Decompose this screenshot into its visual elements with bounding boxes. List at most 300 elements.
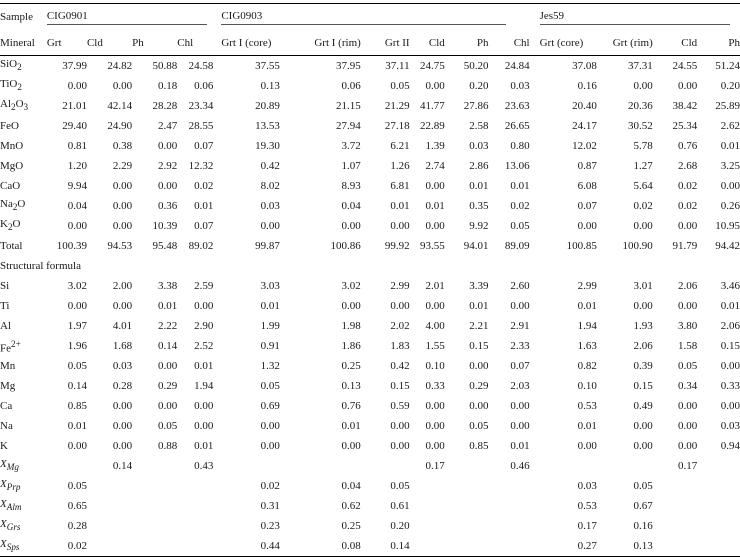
table-cell: 0.35 xyxy=(469,200,489,212)
table-cell xyxy=(132,476,177,496)
table-row xyxy=(0,136,740,156)
table-cell: 0.36 xyxy=(158,200,178,212)
table-cell: 0.44 xyxy=(260,540,280,552)
table-cell: 99.92 xyxy=(384,240,410,252)
table-cell: 0.15 xyxy=(390,380,410,392)
table-row xyxy=(0,56,740,77)
table-cell: 0.05 xyxy=(67,480,87,492)
table-cell: 0.76 xyxy=(677,140,698,152)
table-cell: 0.87 xyxy=(577,160,597,172)
table-cell: 23.34 xyxy=(188,100,214,112)
table-cell: 0.00 xyxy=(67,440,87,452)
row-label: Al xyxy=(0,320,11,332)
table-cell: 0.10 xyxy=(425,360,445,372)
table-cell: 2.06 xyxy=(677,280,698,292)
mineral-header-cell: Chl xyxy=(177,36,194,49)
table-cell: 27.18 xyxy=(384,120,410,132)
table-cell: 0.00 xyxy=(633,440,653,452)
table-cell: 1.20 xyxy=(67,160,87,172)
table-cell: 24.84 xyxy=(504,60,530,72)
table-cell: 0.13 xyxy=(260,80,280,92)
table-cell: 0.65 xyxy=(67,500,87,512)
table-cell: 0.03 xyxy=(112,360,133,372)
table-cell: 0.05 xyxy=(510,220,530,232)
table-cell: 0.01 xyxy=(469,180,489,192)
table-cell: 1.93 xyxy=(633,320,653,332)
table-cell: 89.09 xyxy=(504,240,530,252)
table-cell: 0.17 xyxy=(577,520,597,532)
table-row xyxy=(0,476,740,496)
table-cell: 24.75 xyxy=(420,60,445,72)
table-cell xyxy=(177,536,213,557)
table-cell: 0.01 xyxy=(390,200,410,212)
table-cell: 24.58 xyxy=(188,60,214,72)
table-cell: 1.26 xyxy=(390,160,410,172)
table-cell: 0.76 xyxy=(341,400,361,412)
table-row xyxy=(0,356,740,376)
table-row xyxy=(0,456,740,476)
table-cell: 20.89 xyxy=(255,100,280,112)
table-row xyxy=(0,516,740,536)
table-cell: 0.00 xyxy=(112,220,133,232)
table-cell xyxy=(697,476,740,496)
table-cell: 0.00 xyxy=(194,400,214,412)
table-cell: 2.90 xyxy=(194,320,214,332)
mineral-composition-table xyxy=(0,3,740,557)
table-cell: 50.88 xyxy=(152,60,178,72)
row-label: Mn xyxy=(0,360,16,372)
mineral-header-cell: Grt II xyxy=(384,36,410,49)
table-cell: 0.00 xyxy=(390,440,410,452)
table-cell: 2.52 xyxy=(194,340,214,352)
table-cell xyxy=(697,536,740,557)
table-cell: 3.46 xyxy=(720,280,740,292)
table-cell: 0.00 xyxy=(158,400,178,412)
table-cell: 1.39 xyxy=(425,140,445,152)
table-cell: 0.18 xyxy=(158,80,178,92)
table-cell: 94.42 xyxy=(715,240,740,252)
table-cell: 0.02 xyxy=(677,200,698,212)
table-cell: 0.00 xyxy=(390,420,410,432)
table-cell: 0.81 xyxy=(67,140,87,152)
table-cell xyxy=(445,476,489,496)
table-cell: 0.01 xyxy=(194,440,214,452)
table-cell xyxy=(177,476,213,496)
table-cell: 0.01 xyxy=(194,200,214,212)
table-cell: 0.53 xyxy=(577,500,597,512)
table-cell: 0.00 xyxy=(390,300,410,312)
sample-header-row xyxy=(0,4,740,31)
table-cell xyxy=(87,476,132,496)
table-cell: 37.95 xyxy=(336,60,361,72)
table-cell: 1.83 xyxy=(390,340,410,352)
table-cell xyxy=(132,516,177,536)
table-cell: 0.00 xyxy=(112,200,133,212)
table-cell: 2.47 xyxy=(158,120,178,132)
mineral-header-cell: Ph xyxy=(728,36,740,49)
table-cell: 91.79 xyxy=(672,240,698,252)
table-cell: 0.00 xyxy=(720,180,740,192)
table-cell: 24.55 xyxy=(672,60,698,72)
table-cell: 0.05 xyxy=(158,420,178,432)
table-cell: 100.86 xyxy=(330,240,361,252)
table-cell: 0.43 xyxy=(194,460,214,472)
table-cell: 1.96 xyxy=(67,340,87,352)
table-cell: 0.16 xyxy=(577,80,597,92)
table-cell: 0.80 xyxy=(510,140,530,152)
table-cell xyxy=(445,516,489,536)
table-row xyxy=(0,156,740,176)
table-cell: 0.00 xyxy=(510,300,530,312)
table-cell: 0.38 xyxy=(112,140,133,152)
table-cell: 0.67 xyxy=(633,500,653,512)
table-row xyxy=(0,296,740,316)
table-cell: 3.25 xyxy=(720,160,740,172)
table-cell: 30.52 xyxy=(628,120,653,132)
table-cell: 2.68 xyxy=(677,160,698,172)
table-cell: 1.98 xyxy=(341,320,361,332)
table-cell: 0.00 xyxy=(425,180,445,192)
table-cell: 2.86 xyxy=(469,160,489,172)
table-cell: 0.33 xyxy=(720,380,740,392)
table-cell: 2.59 xyxy=(194,280,214,292)
table-cell: 0.04 xyxy=(341,200,361,212)
table-cell: 0.91 xyxy=(260,340,280,352)
table-cell: 1.97 xyxy=(67,320,87,332)
table-cell: 24.17 xyxy=(572,120,597,132)
table-cell: 41.77 xyxy=(420,100,445,112)
table-cell: 0.85 xyxy=(67,400,87,412)
table-cell: 2.99 xyxy=(577,280,597,292)
table-cell: 3.02 xyxy=(67,280,87,292)
row-label: MgO xyxy=(0,160,24,172)
sample-name: CIG0903 xyxy=(213,4,529,31)
row-label: Total xyxy=(0,240,23,252)
table-cell xyxy=(410,536,445,557)
row-label: SiO$_2$ xyxy=(0,58,22,73)
table-cell: 13.53 xyxy=(255,120,280,132)
table-cell: 0.00 xyxy=(341,300,361,312)
table-cell: 38.42 xyxy=(672,100,698,112)
table-cell: 100.85 xyxy=(566,240,597,252)
table-cell: 0.14 xyxy=(67,380,87,392)
table-cell: 0.00 xyxy=(577,440,597,452)
table-cell: 2.33 xyxy=(510,340,530,352)
table-cell xyxy=(697,456,740,476)
table-cell: 0.00 xyxy=(390,220,410,232)
table-cell: 0.01 xyxy=(510,440,530,452)
table-cell: 0.01 xyxy=(720,300,740,312)
table-cell xyxy=(653,476,697,496)
mineral-header-cell: Cld xyxy=(86,36,103,49)
table-cell: 37.08 xyxy=(572,60,597,72)
table-cell: 0.00 xyxy=(677,300,698,312)
table-cell: 0.00 xyxy=(425,80,445,92)
table-cell: 0.00 xyxy=(469,400,489,412)
table-cell: 23.63 xyxy=(504,100,530,112)
row-label: $X_{Alm}$ xyxy=(0,498,22,513)
table-row xyxy=(0,536,740,557)
mineral-header-cell: Grt I (rim) xyxy=(314,36,361,49)
table-cell: 3.01 xyxy=(633,280,653,292)
table-cell: 2.58 xyxy=(469,120,489,132)
table-row xyxy=(0,376,740,396)
table-cell: 9.92 xyxy=(469,220,489,232)
table-cell: 0.06 xyxy=(194,80,214,92)
table-cell: 0.00 xyxy=(158,360,178,372)
table-cell: 0.00 xyxy=(158,180,178,192)
table-cell: 1.58 xyxy=(677,340,698,352)
table-cell: 0.17 xyxy=(677,460,698,472)
table-cell xyxy=(653,516,697,536)
table-row xyxy=(0,76,740,96)
table-row xyxy=(0,496,740,516)
row-label: FeO xyxy=(0,120,19,132)
table-cell xyxy=(410,496,445,516)
row-label: Ca xyxy=(0,400,13,412)
table-cell: 20.40 xyxy=(572,100,597,112)
table-cell: 0.00 xyxy=(112,300,133,312)
table-cell: 12.02 xyxy=(572,140,597,152)
table-cell: 24.82 xyxy=(107,60,133,72)
table-cell: 0.14 xyxy=(390,540,410,552)
table-cell: 0.05 xyxy=(633,480,653,492)
table-cell: 20.36 xyxy=(628,100,653,112)
table-cell: 0.00 xyxy=(510,400,530,412)
table-cell: 0.28 xyxy=(67,520,87,532)
table-cell: 2.74 xyxy=(425,160,445,172)
table-cell: 0.00 xyxy=(510,420,530,432)
table-cell: 0.00 xyxy=(67,220,87,232)
table-cell: 0.00 xyxy=(425,220,445,232)
row-label: $X_{Sps}$ xyxy=(0,538,20,553)
table-cell: 5.78 xyxy=(633,140,653,152)
table-cell: 12.32 xyxy=(188,160,214,172)
table-cell: 0.03 xyxy=(469,140,489,152)
table-cell: 0.00 xyxy=(633,420,653,432)
table-cell: 0.25 xyxy=(341,360,361,372)
table-cell: 1.86 xyxy=(341,340,361,352)
mineral-header-cell: Cld xyxy=(681,36,698,49)
table-cell xyxy=(445,496,489,516)
table-cell: 0.42 xyxy=(390,360,410,372)
table-cell: 2.03 xyxy=(510,380,530,392)
table-cell: 1.27 xyxy=(633,160,653,172)
table-cell: 0.01 xyxy=(158,300,178,312)
table-cell: 0.10 xyxy=(577,380,597,392)
table-cell xyxy=(47,456,87,476)
table-cell: 0.00 xyxy=(112,400,133,412)
table-cell xyxy=(488,496,529,516)
table-cell: 4.00 xyxy=(425,320,445,332)
table-cell: 0.04 xyxy=(67,200,87,212)
table-cell: 0.01 xyxy=(260,300,280,312)
table-cell xyxy=(653,496,697,516)
table-cell: 0.29 xyxy=(469,380,489,392)
table-row xyxy=(0,216,740,236)
mineral-header-cell: Grt (core) xyxy=(539,36,584,49)
mineral-header-cell: Cld xyxy=(428,36,445,49)
table-cell: 2.06 xyxy=(720,320,740,332)
table-cell xyxy=(597,456,653,476)
sample-label: Sample xyxy=(0,11,33,23)
table-cell: 0.00 xyxy=(677,80,698,92)
table-cell: 0.88 xyxy=(158,440,178,452)
table-cell: 0.00 xyxy=(469,360,489,372)
sample-name: CIG0901 xyxy=(47,4,213,31)
table-row xyxy=(0,436,740,456)
table-cell: 2.60 xyxy=(510,280,530,292)
table-cell: 0.00 xyxy=(633,220,653,232)
row-label: $X_{Prp}$ xyxy=(0,478,21,493)
table-cell: 25.89 xyxy=(715,100,740,112)
table-cell: 10.95 xyxy=(715,220,740,232)
table-cell: 99.87 xyxy=(255,240,280,252)
table-cell: 0.00 xyxy=(633,300,653,312)
table-cell: 100.39 xyxy=(56,240,87,252)
row-label: $Na_2O$ xyxy=(0,198,26,213)
table-cell: 0.04 xyxy=(341,480,361,492)
table-cell: 2.91 xyxy=(510,320,530,332)
table-cell: 51.24 xyxy=(715,60,740,72)
table-cell: 3.03 xyxy=(260,280,280,292)
table-cell: 0.85 xyxy=(469,440,489,452)
table-row xyxy=(0,176,740,196)
table-cell: 0.82 xyxy=(577,360,597,372)
table-cell: 0.13 xyxy=(341,380,361,392)
table-cell: 0.00 xyxy=(341,220,361,232)
table-cell: 0.00 xyxy=(425,400,445,412)
table-cell: 100.90 xyxy=(622,240,653,252)
table-cell: 0.03 xyxy=(510,80,530,92)
table-cell: 2.06 xyxy=(633,340,653,352)
table-cell: 0.34 xyxy=(677,380,698,392)
table-cell: 0.00 xyxy=(112,80,133,92)
row-label: Na xyxy=(0,420,13,432)
table-cell: 19.30 xyxy=(255,140,280,152)
table-cell: 0.07 xyxy=(577,200,597,212)
table-cell: 0.39 xyxy=(633,360,653,372)
table-cell: 0.15 xyxy=(720,340,740,352)
mineral-header-cell: Ph xyxy=(476,36,489,49)
table-cell: 0.01 xyxy=(67,420,87,432)
table-cell xyxy=(410,516,445,536)
table-cell: 0.01 xyxy=(194,360,214,372)
table-cell: 0.03 xyxy=(577,480,597,492)
table-cell: 0.01 xyxy=(341,420,361,432)
table-cell: 94.01 xyxy=(463,240,489,252)
table-row xyxy=(0,396,740,416)
table-cell: 3.72 xyxy=(341,140,361,152)
table-cell: 24.90 xyxy=(107,120,133,132)
table-cell: 0.00 xyxy=(260,220,280,232)
table-cell: 6.21 xyxy=(390,140,410,152)
table-cell xyxy=(132,456,177,476)
table-cell: 0.00 xyxy=(67,300,87,312)
table-cell: 0.02 xyxy=(677,180,698,192)
table-cell xyxy=(653,536,697,557)
table-cell: 0.31 xyxy=(260,500,280,512)
table-cell: 2.22 xyxy=(158,320,178,332)
table-cell: 0.29 xyxy=(158,380,178,392)
table-cell: 93.55 xyxy=(420,240,445,252)
table-cell: 0.00 xyxy=(677,400,698,412)
table-row xyxy=(0,276,740,296)
table-cell: 22.89 xyxy=(420,120,445,132)
table-cell: 28.55 xyxy=(188,120,214,132)
table-cell: 0.00 xyxy=(720,400,740,412)
table-cell: 95.48 xyxy=(152,240,178,252)
table-cell xyxy=(87,496,132,516)
table-cell: 37.55 xyxy=(255,60,280,72)
table-cell: 0.02 xyxy=(260,480,280,492)
table-cell: 0.33 xyxy=(425,380,445,392)
row-label: $K_2O$ xyxy=(0,218,21,233)
row-label: K xyxy=(0,440,8,452)
table-cell: 0.00 xyxy=(341,440,361,452)
table-cell: 0.00 xyxy=(677,220,698,232)
table-cell: 0.00 xyxy=(425,440,445,452)
table-cell xyxy=(132,496,177,516)
table-cell xyxy=(361,456,410,476)
table-cell: 21.15 xyxy=(336,100,361,112)
table-cell: 0.01 xyxy=(510,180,530,192)
table-cell: 6.81 xyxy=(390,180,410,192)
table-cell: 0.53 xyxy=(577,400,597,412)
table-cell: 0.00 xyxy=(260,440,280,452)
table-cell: 0.01 xyxy=(577,420,597,432)
structural-formula-label: Structural formula xyxy=(0,260,81,272)
table-cell: 0.06 xyxy=(341,80,361,92)
table-cell: 94.53 xyxy=(107,240,133,252)
table-cell: 0.05 xyxy=(260,380,280,392)
table-cell: 0.07 xyxy=(510,360,530,372)
table-cell: 26.65 xyxy=(504,120,530,132)
table-cell: 0.00 xyxy=(194,300,214,312)
table-cell: 0.07 xyxy=(194,220,214,232)
table-cell: 0.14 xyxy=(112,460,133,472)
table-cell: 0.05 xyxy=(677,360,698,372)
table-cell xyxy=(87,516,132,536)
table-cell: 10.39 xyxy=(152,220,178,232)
table-cell: 0.02 xyxy=(510,200,530,212)
table-row xyxy=(0,416,740,436)
table-cell: 2.21 xyxy=(469,320,489,332)
table-cell: 0.03 xyxy=(260,200,280,212)
table-cell: 0.00 xyxy=(112,440,133,452)
table-cell: 0.46 xyxy=(510,460,530,472)
mineral-label: Mineral xyxy=(0,36,35,49)
table-cell: 0.08 xyxy=(341,540,361,552)
table-cell: 1.07 xyxy=(341,160,361,172)
table-cell: 0.69 xyxy=(260,400,280,412)
table-cell: 0.94 xyxy=(720,440,740,452)
table-cell: 8.02 xyxy=(260,180,280,192)
table-cell: 37.31 xyxy=(628,60,653,72)
table-cell xyxy=(697,496,740,516)
table-cell: 4.01 xyxy=(112,320,133,332)
table-cell: 0.15 xyxy=(633,380,653,392)
table-cell: 0.02 xyxy=(67,540,87,552)
row-label: $Al_2O_3$ xyxy=(0,98,29,113)
structural-formula-row xyxy=(0,256,740,276)
table-cell: 27.94 xyxy=(336,120,361,132)
table-cell: 0.00 xyxy=(633,80,653,92)
table-cell: 0.49 xyxy=(633,400,653,412)
table-cell: 42.14 xyxy=(107,100,133,112)
row-label: Si xyxy=(0,280,10,292)
table-cell: 0.25 xyxy=(341,520,361,532)
